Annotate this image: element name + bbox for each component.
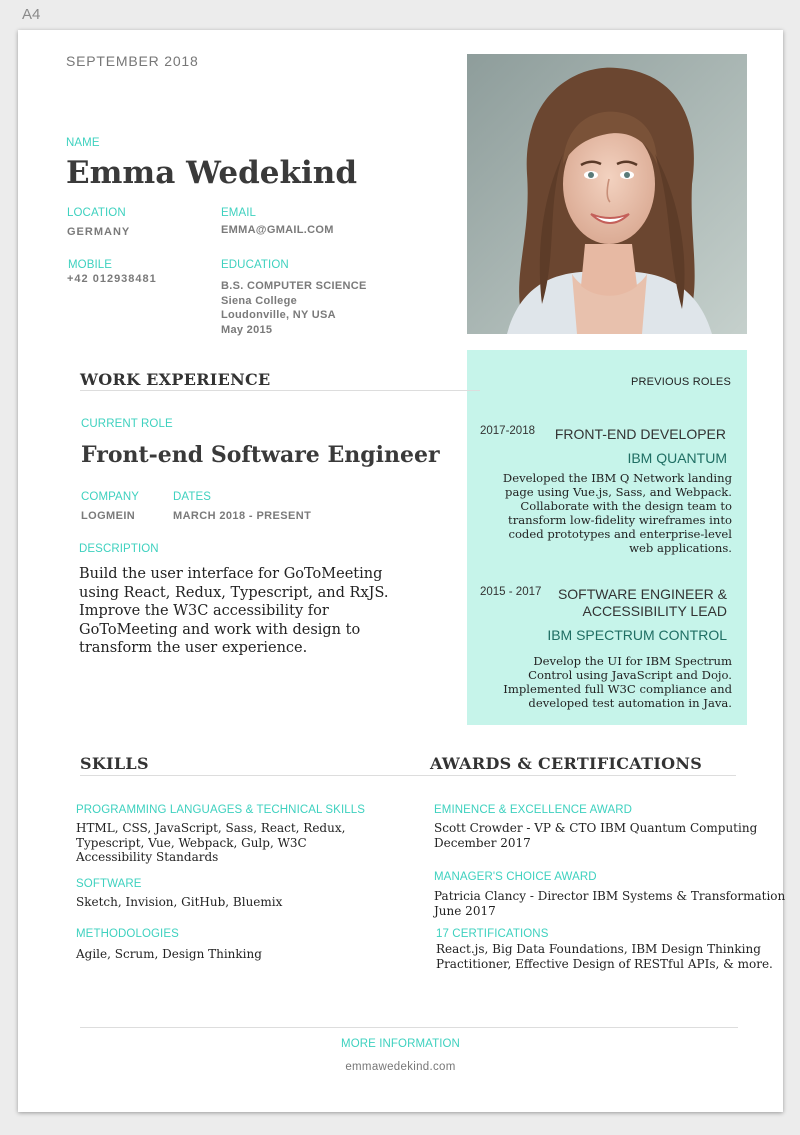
skill-group-text (76, 821, 345, 865)
award-line: Patricia Clancy - Director IBM Systems & Transformation (434, 889, 786, 903)
role-description-line: Developed the IBM Q Network landing (502, 471, 732, 485)
skill-line: Typescript, Vue, Webpack, Gulp, W3C (76, 835, 307, 850)
more-information-label: MORE INFORMATION (341, 1038, 460, 1050)
company-label: COMPANY (81, 491, 139, 503)
work-experience-title: WORK EXPERIENCE (80, 370, 271, 389)
resume-date: SEPTEMBER 2018 (66, 53, 199, 69)
education-city: Loudonville, NY USA (221, 309, 336, 321)
role-title-line: SOFTWARE ENGINEER & (557, 586, 727, 602)
award-text (436, 942, 773, 971)
education-date: May 2015 (221, 323, 273, 336)
award-label: EMINENCE & EXCELLENCE AWARD (434, 804, 633, 816)
description-line: using React, Redux, Typescript, and RxJS. (79, 584, 389, 601)
role-company: IBM SPECTRUM CONTROL (547, 627, 727, 643)
full-name: Emma Wedekind (66, 155, 357, 191)
description-text (79, 565, 439, 658)
mobile-label: MOBILE (68, 259, 113, 271)
skill-line: Accessibility Standards (76, 850, 219, 864)
role-years: 2017-2018 (480, 425, 535, 437)
skill-line: HTML, CSS, JavaScript, Sass, React, Redux, (76, 821, 346, 835)
award-line: June 2017 (434, 903, 496, 918)
role-description (462, 654, 732, 710)
mobile-value: +42 012938481 (67, 273, 157, 285)
skills-title: SKILLS (80, 754, 149, 773)
role-title-line: ACCESSIBILITY LEAD (582, 603, 727, 619)
dates-value: MARCH 2018 - PRESENT (173, 510, 312, 522)
role-company: IBM QUANTUM (627, 450, 727, 466)
award-line: Scott Crowder - VP & CTO IBM Quantum Computing (434, 821, 758, 835)
education-school: Siena College (221, 294, 298, 307)
resume-page (18, 30, 786, 1112)
description-line: GoToMeeting and work with design to (79, 621, 361, 638)
dates-label: DATES (173, 491, 211, 503)
award-text (434, 821, 757, 850)
work-experience-rule (80, 390, 480, 391)
skill-group-text: Sketch, Invision, GitHub, Bluemix (76, 895, 283, 909)
skills-awards-rule (80, 775, 736, 776)
role-title: FRONT-END DEVELOPER (554, 426, 726, 442)
current-role-label: CURRENT ROLE (81, 418, 173, 430)
role-description-line: coded prototypes and enterprise-level (508, 527, 732, 541)
role-description-line: developed test automation in Java. (528, 696, 732, 710)
frame-label: A4 (22, 6, 41, 23)
name-label: NAME (66, 137, 100, 149)
current-role-title: Front-end Software Engineer (81, 442, 440, 468)
portrait-illustration (467, 54, 747, 334)
education-label: EDUCATION (221, 259, 289, 271)
role-description-line: transform low-fidelity wireframes into (508, 513, 732, 527)
role-description-line: Develop the UI for IBM Spectrum (533, 654, 732, 668)
award-line: December 2017 (434, 835, 531, 850)
role-description-line: Control using JavaScript and Dojo. (528, 668, 732, 682)
award-text (434, 889, 785, 918)
role-description-line: Collaborate with the design team to (520, 499, 732, 513)
website-link[interactable]: emmawedekind.com (345, 1061, 456, 1073)
skill-group-text: Agile, Scrum, Design Thinking (76, 947, 262, 961)
email-label: EMAIL (221, 207, 257, 219)
award-line: React.js, Big Data Foundations, IBM Design Thinking (436, 942, 761, 956)
description-line: transform the user experience. (79, 640, 308, 656)
description-line: Improve the W3C accessibility for (79, 603, 329, 619)
award-line: Practitioner, Effective Design of RESTful APIs, & more. (436, 956, 773, 971)
role-description-line: Implemented full W3C compliance and (503, 682, 732, 696)
skill-group-label: SOFTWARE (76, 878, 142, 890)
education-block (221, 279, 367, 337)
location-label: LOCATION (67, 207, 126, 219)
award-label: MANAGER'S CHOICE AWARD (434, 871, 597, 883)
footer-rule (80, 1027, 738, 1028)
previous-roles-title: PREVIOUS ROLES (631, 376, 731, 388)
description-label: DESCRIPTION (79, 543, 159, 555)
role-description-line: web applications. (629, 541, 732, 555)
description-line: Build the user interface for GoToMeeting (79, 566, 383, 582)
company-value: LOGMEIN (81, 510, 136, 522)
role-title (558, 586, 727, 620)
role-years: 2015 - 2017 (480, 586, 542, 598)
skill-group-label: METHODOLOGIES (76, 928, 179, 940)
role-description (462, 471, 732, 555)
award-label: 17 CERTIFICATIONS (436, 928, 549, 940)
email-value[interactable]: EMMA@GMAIL.COM (221, 224, 334, 236)
education-degree: B.S. COMPUTER SCIENCE (221, 280, 367, 292)
role-description-line: page using Vue.js, Sass, and Webpack. (505, 485, 732, 499)
awards-title: AWARDS & CERTIFICATIONS (430, 754, 703, 773)
profile-photo (467, 54, 747, 334)
skill-group-label: PROGRAMMING LANGUAGES & TECHNICAL SKILLS (76, 804, 366, 816)
location-value: GERMANY (67, 226, 131, 238)
